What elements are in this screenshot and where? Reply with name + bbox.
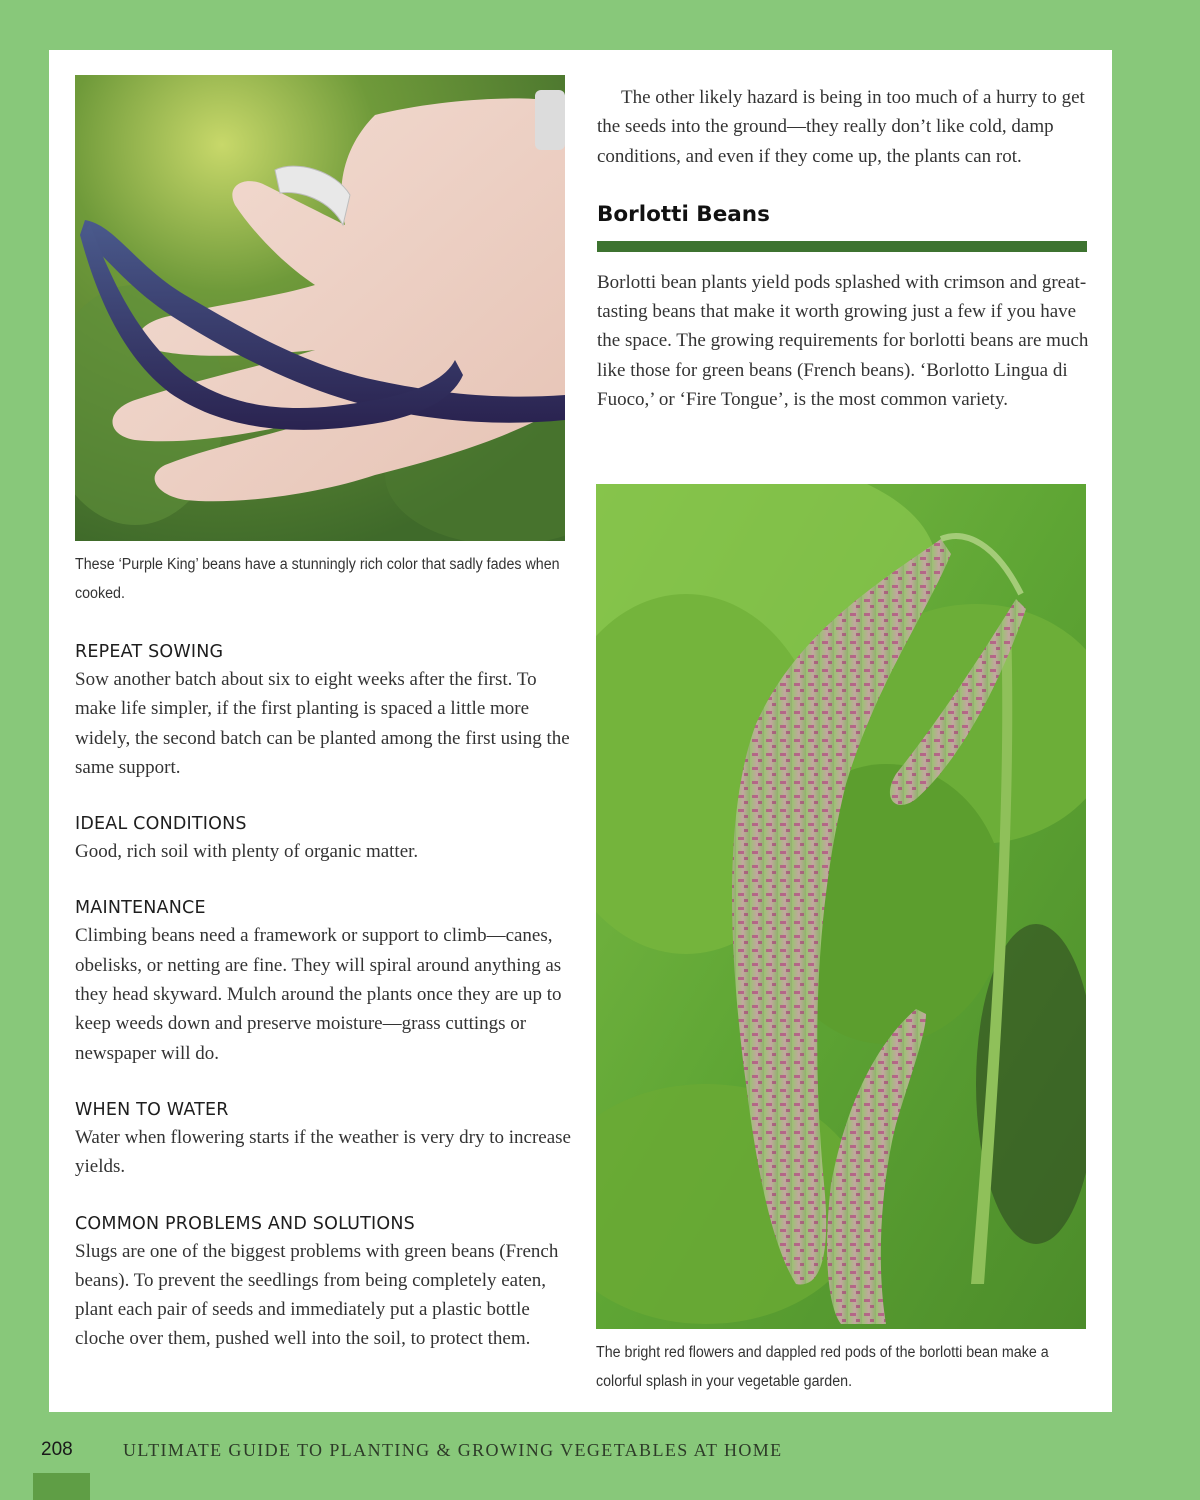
section-body: Good, rich soil with plenty of organic matter. [75, 841, 419, 863]
borlotti-pods-image-icon [596, 484, 1086, 1329]
section-body: Climbing beans need a framework or support to climb—canes, obelisks, or netting are fine. They will spiral around anything as they head skyward. Mulch around the plants once they are up to keep weeds down and preserve moisture—grass cuttings or newspaper will do. [75, 925, 562, 1064]
heading-rule [597, 241, 1087, 252]
section-body: Sow another batch about six to eight weeks after the first. To make life simpler, if the first planting is spaced a little more widely, the second batch can be planted among the first using the same support. [75, 669, 570, 778]
page-number: 208 [41, 1439, 73, 1460]
section-heading: REPEAT SOWING [75, 642, 224, 662]
section-ideal-conditions [75, 811, 575, 866]
book-page [49, 50, 1112, 1412]
section-heading: COMMON PROBLEMS AND SOLUTIONS [75, 1213, 415, 1234]
section-when-to-water [75, 1097, 575, 1182]
borlotti-caption: The bright red flowers and dappled red pods of the borlotti bean make a colorful splash in your vegetable garden. [596, 1344, 1049, 1390]
running-book-title: ULTIMATE GUIDE TO PLANTING & GROWING VEGETABLES AT HOME [123, 1440, 783, 1460]
borlotti-heading: Borlotti Beans [597, 201, 770, 227]
purple-beans-image-icon [75, 75, 565, 541]
section-body: Slugs are one of the biggest problems with green beans (French beans). To prevent the seedlings from being completely eaten, plant each pair of seeds and immediately put a plastic bottle cloche over them, pushed well into the soil, to protect them. [75, 1240, 559, 1350]
purple-king-beans-photo [75, 75, 565, 541]
section-heading: MAINTENANCE [75, 898, 206, 919]
section-repeat-sowing [75, 639, 575, 782]
intro-paragraph: The other likely hazard is being in too much of a hurry to get the seeds into the ground—they really don’t like cold, damp conditions, and even if they come up, the plants can rot. [597, 87, 1085, 167]
borlotti-column [597, 83, 1097, 414]
borlotti-beans-photo [596, 484, 1086, 1329]
page-footer [0, 1430, 1200, 1470]
section-heading: WHEN TO WATER [75, 1099, 229, 1120]
growing-tips-column [75, 639, 575, 1383]
borlotti-paragraph: Borlotti bean plants yield pods splashed with crimson and great-tasting beans that make it worth growing just a few if you have the space. The growing requirements for borlotti beans are much like those for green beans (French beans). ‘Borlotto Lingua di Fuoco,’ or ‘Fire Tongue’, is the most common variety. [597, 271, 1089, 411]
section-heading: IDEAL CONDITIONS [75, 814, 247, 835]
purple-king-caption: These ‘Purple King’ beans have a stunningly rich color that sadly fades when cooked. [75, 556, 560, 602]
section-body: Water when flowering starts if the weather is very dry to increase yields. [75, 1126, 571, 1178]
section-maintenance [75, 895, 575, 1067]
chapter-tab-marker [33, 1473, 90, 1500]
section-common-problems [75, 1211, 575, 1354]
